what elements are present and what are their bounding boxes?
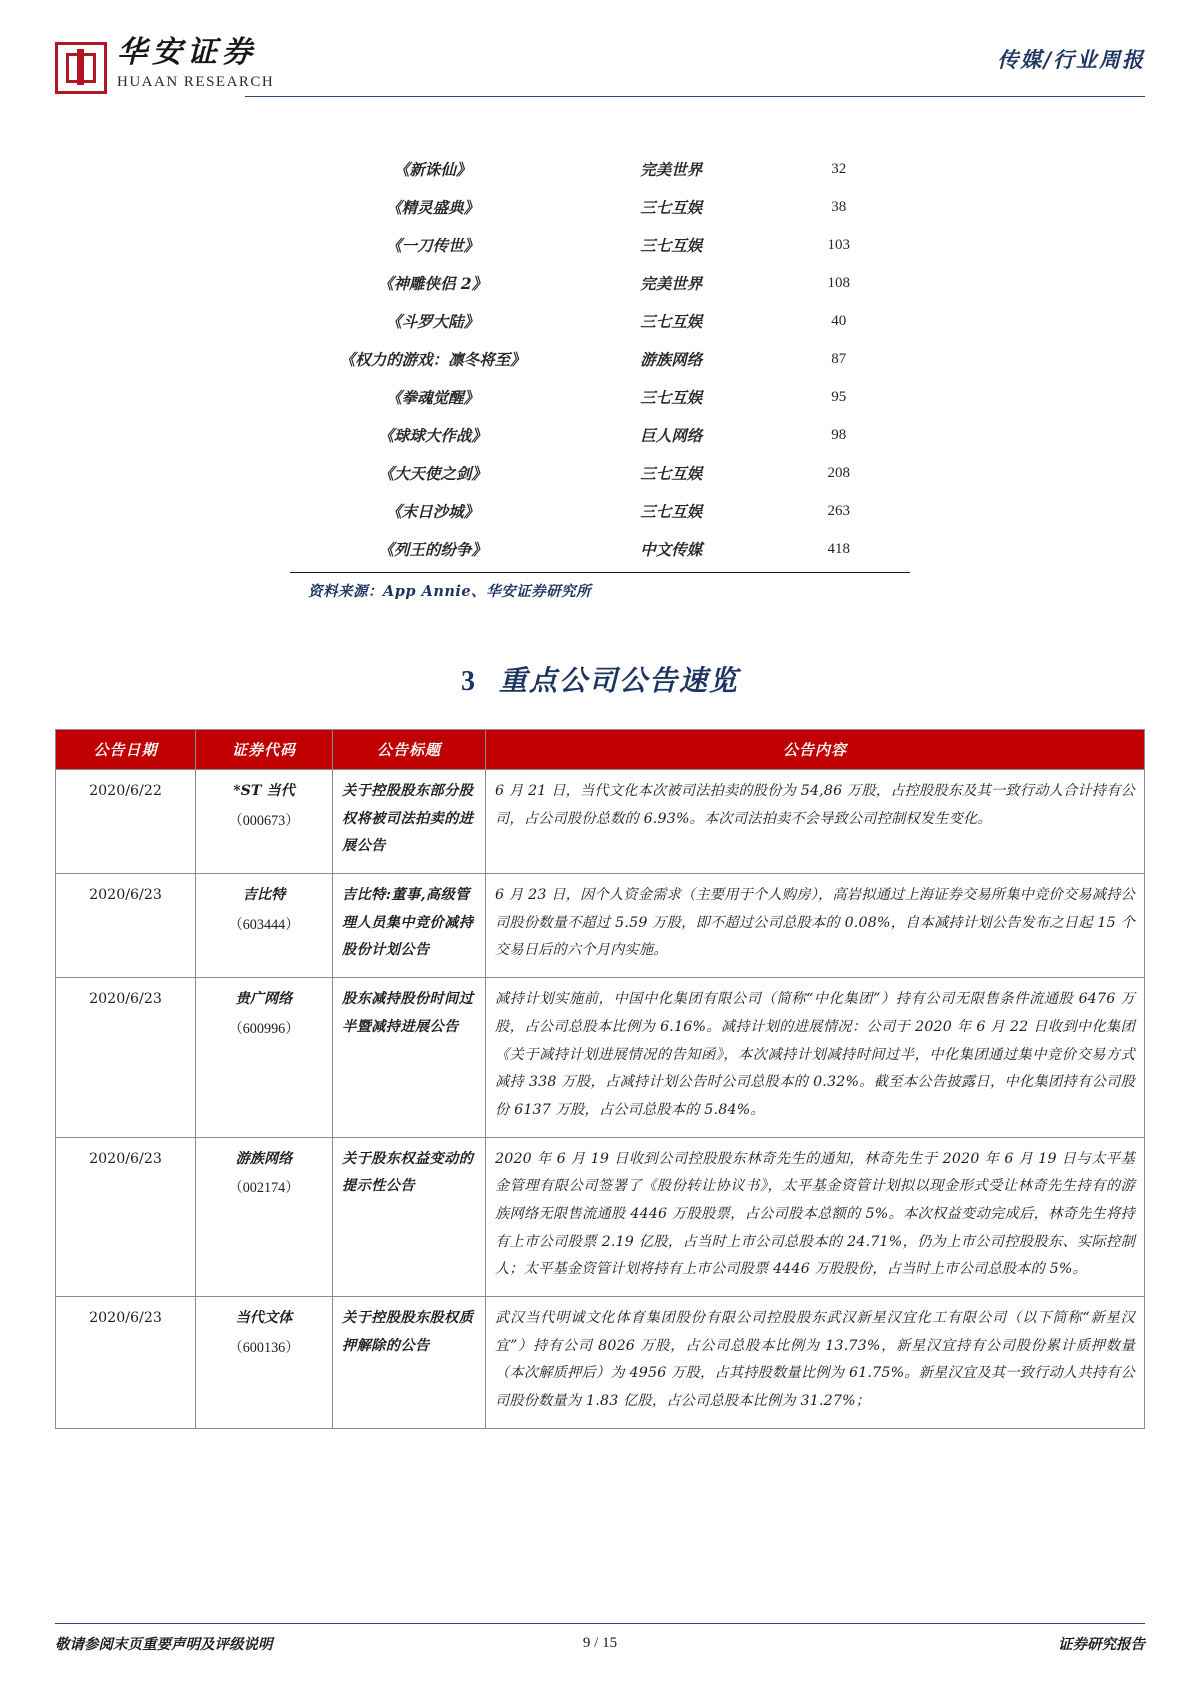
company-name: 吉比特 <box>242 887 286 904</box>
page-header <box>55 0 1145 128</box>
table-row <box>56 874 1145 978</box>
announcement-date: 2020/6/23 <box>56 874 196 978</box>
game-name: 《一刀传世》 <box>386 236 480 255</box>
announcement-content: 减持计划实施前，中国中化集团有限公司（简称“中化集团”）持有公司无限售条件流通股 6476 万股，占公司总股本比例为 6.16%。减持计划的进展情况：公司于 2020 年 6 月 22 日收到中化集团《关于减持计划进展情况的告知函》，本次减持计划减持时间过半，中化集团通过集中竞价交易方式减持 338 万股，占减持计划公告时公司总股本的 0.32%。截至本公告披露日，中化集团持有公司股份 6137 万股，占公司总股本的 5.84%。 <box>486 978 1145 1137</box>
game-value: 32 <box>831 160 847 177</box>
announcement-code <box>196 978 333 1137</box>
footer-row <box>55 1633 1145 1654</box>
header-divider <box>245 96 1145 97</box>
game-publisher: 三七互娱 <box>640 312 703 331</box>
announcement-content: 武汉当代明诚文化体育集团股份有限公司控股股东武汉新星汉宜化工有限公司（以下简称“新星汉宜”）持有公司 8026 万股，占公司总股本比例为 13.73%，新星汉宜持有公司股份累计质押数量（本次解质押后）为 4956 万股，占其持股数量比例为 61.75%。新星汉宜及其一致行动人共持有公司股份数量为 1.83 亿股，占公司总股本比例为 31.27%； <box>486 1297 1145 1429</box>
game-value: 87 <box>831 350 847 367</box>
footer-disclaimer: 敬请参阅末页重要声明及评级说明 <box>55 1636 273 1653</box>
footer-divider <box>55 1623 1145 1624</box>
game-name: 《精灵盛典》 <box>386 198 480 217</box>
table-row <box>290 302 910 340</box>
announcements-table-body <box>56 770 1145 1429</box>
security-code: （600996） <box>228 1020 300 1037</box>
games-ranking-table-wrap <box>55 150 1145 573</box>
table-row <box>290 150 910 188</box>
games-ranking-table <box>290 150 910 568</box>
table-row <box>290 378 910 416</box>
game-name: 《神雕侠侣 2》 <box>378 274 488 293</box>
game-value: 98 <box>831 426 847 443</box>
table-row <box>290 264 910 302</box>
announcements-table-wrap <box>55 729 1145 1429</box>
page-footer <box>55 1623 1145 1654</box>
col-header-title: 公告标题 <box>333 730 486 770</box>
announcement-code <box>196 770 333 874</box>
announcement-title: 吉比特:董事,高级管理人员集中竞价减持股份计划公告 <box>333 874 486 978</box>
game-publisher: 中文传媒 <box>640 540 703 559</box>
game-name: 《权力的游戏：凛冬将至》 <box>339 350 526 369</box>
announcement-content: 6 月 21 日，当代文化本次被司法拍卖的股份为 54,86 万股，占控股股东及其一致行动人合计持有公司，占公司股份总数的 6.93%。本次司法拍卖不会导致公司控制权发生变化。 <box>486 770 1145 874</box>
game-name: 《列王的纷争》 <box>378 540 487 559</box>
announcement-title: 股东减持股份时间过半暨减持进展公告 <box>333 978 486 1137</box>
announcement-title: 关于控股股东部分股权将被司法拍卖的进展公告 <box>333 770 486 874</box>
game-name: 《末日沙城》 <box>386 502 480 521</box>
table-row <box>290 492 910 530</box>
table-row <box>56 1297 1145 1429</box>
announcement-code <box>196 1297 333 1429</box>
game-value: 40 <box>831 312 847 329</box>
game-name: 《球球大作战》 <box>378 426 487 445</box>
games-table-body <box>290 150 910 568</box>
page-number: 9 / 15 <box>582 1635 618 1651</box>
security-code: （002174） <box>228 1180 300 1197</box>
table-row <box>56 978 1145 1137</box>
brand-name-en: HUAAN RESEARCH <box>117 74 275 90</box>
game-value: 38 <box>831 198 847 215</box>
company-name: 贵广网络 <box>235 991 293 1008</box>
brand-text <box>117 35 275 90</box>
announcement-code <box>196 874 333 978</box>
announcement-date: 2020/6/23 <box>56 1297 196 1429</box>
game-publisher: 完美世界 <box>640 160 703 179</box>
game-publisher: 三七互娱 <box>640 236 703 255</box>
table-row <box>290 188 910 226</box>
source-note: 资料来源：App Annie、华安证券研究所 <box>308 583 592 600</box>
table-row <box>56 1137 1145 1296</box>
announcement-date: 2020/6/23 <box>56 1137 196 1296</box>
game-publisher: 三七互娱 <box>640 502 703 521</box>
company-name: *ST 当代 <box>233 783 295 799</box>
game-publisher: 三七互娱 <box>640 388 703 407</box>
game-value: 208 <box>827 464 850 481</box>
section-title: 重点公司公告速览 <box>498 664 739 697</box>
announcement-content: 2020 年 6 月 19 日收到公司控股股东林奇先生的通知，林奇先生于 2020 年 6 月 19 日与太平基金管理有限公司签署了《股份转让协议书》，太平基金资管计划拟以现金形式受让林奇先生持有的游族网络无限售流通股 4446 万股股票，占公司股本总额的 5%。本次权益变动完成后，林奇先生将持有上市公司股票 2.19 亿股，占当时上市公司总股本的 24.71%，仍为上市公司控股股东、实际控制人；太平基金资管计划将持有上市公司股票 4446 万股股份，占当时上市公司总股本的 5%。 <box>486 1137 1145 1296</box>
announcement-code <box>196 1137 333 1296</box>
security-code: （000673） <box>228 812 300 829</box>
announcement-title: 关于控股股东股权质押解除的公告 <box>333 1297 486 1429</box>
header-report-type: 传媒/行业周报 <box>997 47 1145 72</box>
table-row <box>290 416 910 454</box>
security-code: （600136） <box>228 1339 300 1356</box>
game-name: 《斗罗大陆》 <box>386 312 480 331</box>
col-header-code: 证券代码 <box>196 730 333 770</box>
game-value: 103 <box>827 236 850 253</box>
company-seal-icon <box>55 42 107 94</box>
security-code: （603444） <box>228 916 300 933</box>
company-name: 游族网络 <box>235 1150 293 1167</box>
game-value: 95 <box>831 388 847 405</box>
table-row <box>290 530 910 568</box>
col-header-content: 公告内容 <box>486 730 1145 770</box>
table-row <box>290 454 910 492</box>
page-title <box>55 659 1145 699</box>
announcement-title: 关于股东权益变动的提示性公告 <box>333 1137 486 1296</box>
game-publisher: 完美世界 <box>640 274 703 293</box>
table-row <box>290 226 910 264</box>
game-publisher: 游族网络 <box>640 350 703 369</box>
game-value: 418 <box>827 540 850 557</box>
col-header-date: 公告日期 <box>56 730 196 770</box>
game-publisher: 巨人网络 <box>640 426 703 445</box>
announcements-table-head <box>56 730 1145 770</box>
games-source-wrap <box>55 573 1145 601</box>
game-value: 263 <box>827 502 850 519</box>
game-name: 《大天使之剑》 <box>378 464 487 483</box>
announcements-table <box>55 729 1145 1429</box>
announcement-content: 6 月 23 日，因个人资金需求（主要用于个人购房），高岩拟通过上海证券交易所集中竞价交易减持公司股份数量不超过 5.59 万股，即不超过公司总股本的 0.08%，自本减持计划公告发布之日起 15 个交易日后的六个月内实施。 <box>486 874 1145 978</box>
brand-logo <box>55 35 275 94</box>
brand-name-cn: 华安证券 <box>117 35 257 70</box>
footer-report-label: 证券研究报告 <box>1058 1636 1145 1653</box>
game-publisher: 三七互娱 <box>640 198 703 217</box>
table-header-row <box>56 730 1145 770</box>
company-name: 当代文体 <box>235 1310 293 1326</box>
table-row <box>56 770 1145 874</box>
section-number: 3 <box>460 666 477 697</box>
announcement-date: 2020/6/22 <box>56 770 196 874</box>
game-name: 《新诛仙》 <box>393 160 472 179</box>
game-value: 108 <box>827 274 850 291</box>
table-row <box>290 340 910 378</box>
game-publisher: 三七互娱 <box>640 464 703 483</box>
announcement-date: 2020/6/23 <box>56 978 196 1137</box>
game-name: 《拳魂觉醒》 <box>386 388 480 407</box>
